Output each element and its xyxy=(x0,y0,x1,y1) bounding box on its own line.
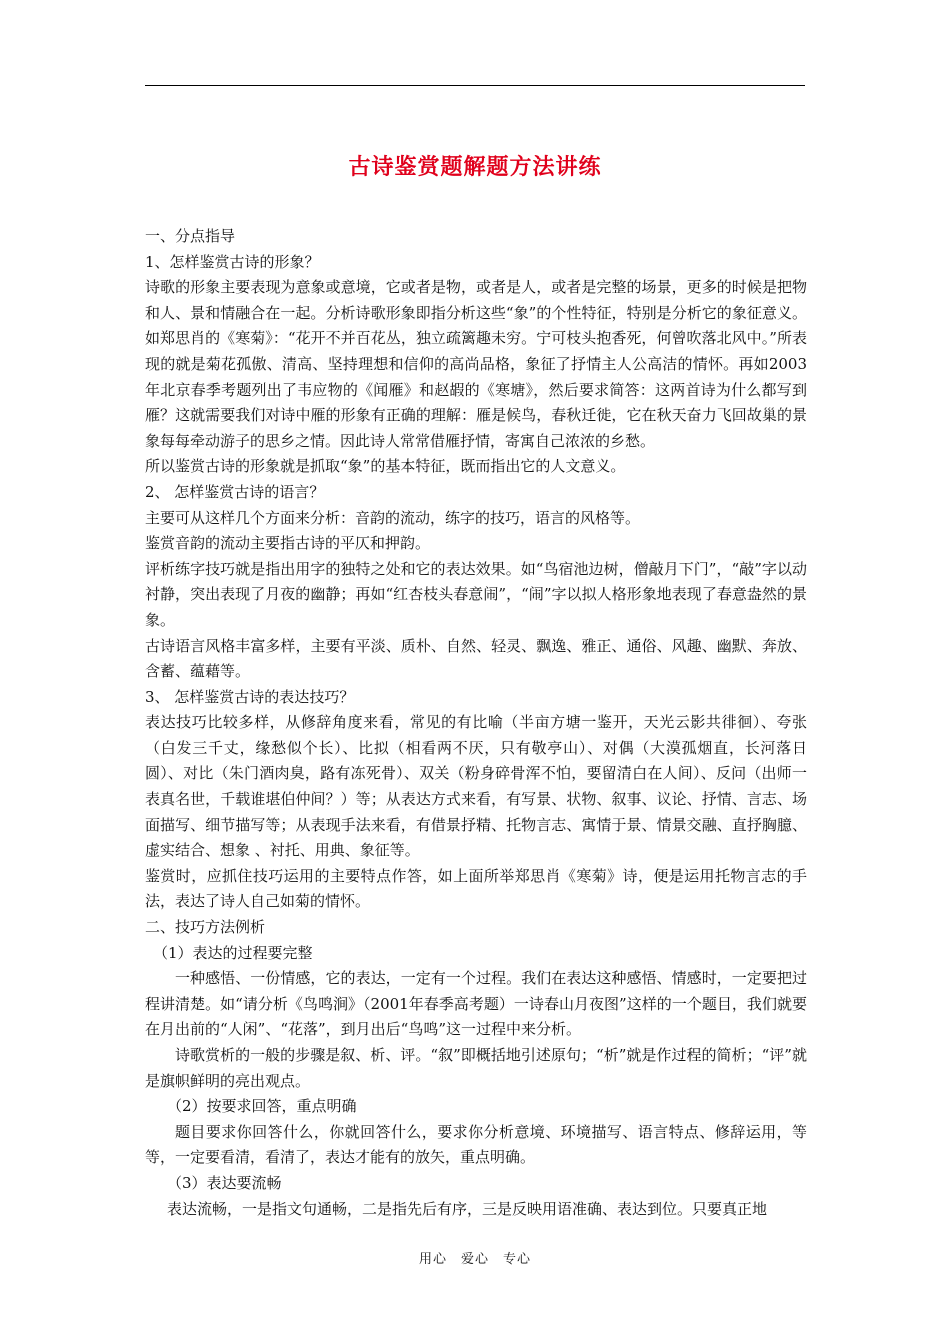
paragraph: 评析练字技巧就是指出用字的独特之处和它的表达效果。如“鸟宿池边树，僧敲月下门”，“敲”字以动衬静，突出表现了月夜的幽静；再如“红杏枝头春意闹”，“闹”字以拟人格形象地表现了春意盎然的景象。 xyxy=(145,559,807,629)
header-rule xyxy=(145,85,805,86)
paragraph: 所以鉴赏古诗的形象就是抓取“象”的基本特征，既而指出它的人文意义。 xyxy=(145,457,626,476)
paragraph: （3）表达要流畅 xyxy=(167,1173,282,1192)
paragraph: 表达流畅，一是指文句通畅，二是指先后有序，三是反映用语准确、表达到位。只要真正地 xyxy=(167,1199,768,1218)
paragraph: 鉴赏音韵的流动主要指古诗的平仄和押韵。 xyxy=(145,534,431,553)
paragraph: 1、怎样鉴赏古诗的形象？ xyxy=(145,252,320,271)
paragraph: 主要可从这样几个方面来分析：音韵的流动，练字的技巧，语言的风格等。 xyxy=(145,508,641,527)
paragraph: 3、 怎样鉴赏古诗的表达技巧？ xyxy=(145,687,355,706)
page-footer: 用心 爱心 专心 xyxy=(418,1252,531,1267)
paragraph: 鉴赏时，应抓住技巧运用的主要特点作答，如上面所举郑思肖《寒菊》诗，便是运用托物言志的手法，表达了诗人自己如菊的情怀。 xyxy=(145,866,807,911)
page-title: 古诗鉴赏题解题方法讲练 xyxy=(348,154,602,180)
paragraph: 表达技巧比较多样，从修辞角度来看，常见的有比喻（半亩方塘一鉴开，天光云影共徘徊）、夸张（白发三千丈，缘愁似个长）、比拟（相看两不厌，只有敬亭山）、对偶（大漠孤烟直，长河落日圆）、对比（朱门酒肉臭，路有冻死骨）、双关（粉身碎骨浑不怕，要留清白在人间）、反问（出师一表真名世，千载谁堪伯仲间？）等；从表达方式来看，有写景、状物、叙事、议论、抒情、言志、场面描写、细节描写等；从表现手法来看，有借景抒精、托物言志、寓情于景、情景交融、直抒胸臆、虚实结合、想象 、衬托、用典、象征等。 xyxy=(145,713,807,860)
paragraph: 一种感悟、一份情感，它的表达，一定有一个过程。我们在表达这种感悟、情感时，一定要把过程讲清楚。如“请分析《鸟鸣涧》（2001年春季高考题）一诗春山月夜图”这样的一个题目，我们就要在月出前的“人闲”、“花落”，到月出后“鸟鸣”这一过程中来分析。 xyxy=(145,969,807,1039)
paragraph: 2、 怎样鉴赏古诗的语言？ xyxy=(145,482,325,501)
paragraph: 古诗语言风格丰富多样，主要有平淡、质朴、自然、轻灵、飘逸、雅正、通俗、风趣、幽默、奔放、含蓄、蕴藉等。 xyxy=(145,636,807,681)
paragraph: 二、技巧方法例析 xyxy=(145,918,266,937)
paragraph: 一、分点指导 xyxy=(145,227,236,245)
paragraph: 题目要求你回答什么，你就回答什么，要求你分析意境、环境描写、语言特点、修辞运用，等等，一定要看清，看清了，表达才能有的放矢，重点明确。 xyxy=(145,1122,807,1167)
paragraph: 诗歌的形象主要表现为意象或意境，它或者是物，或者是人，或者是完整的场景，更多的时候是把物和人、景和情融合在一起。分析诗歌形象即指分析这些“象”的个性特征，特别是分析它的象征意义。如郑思肖的《寒菊》：“花开不并百花丛，独立疏篱趣未穷。宁可枝头抱香死，何曾吹落北风中。”所表现的就是菊花孤傲、清高、坚持理想和信仰的高尚品格，象征了抒情主人公高洁的情怀。再如2003年北京春季考题列出了韦应物的《闻雁》和赵嘏的《寒塘》，然后要求简答：这两首诗为什么都写到雁？这就需要我们对诗中雁的形象有正确的理解：雁是候鸟，春秋迁徙，它在秋天奋力飞回故巢的景象每每牵动游子的思乡之情。因此诗人常常借雁抒情，寄寓自己浓浓的乡愁。 xyxy=(145,278,807,450)
paragraph: 诗歌赏析的一般的步骤是叙、析、评。“叙”即概括地引述原句；“析”就是作过程的简析；“评”就是旗帜鲜明的亮出观点。 xyxy=(145,1046,807,1090)
document-body xyxy=(145,224,807,1222)
paragraph: （2）按要求回答，重点明确 xyxy=(167,1097,357,1116)
paragraph: （1）表达的过程要完整 xyxy=(153,943,313,962)
